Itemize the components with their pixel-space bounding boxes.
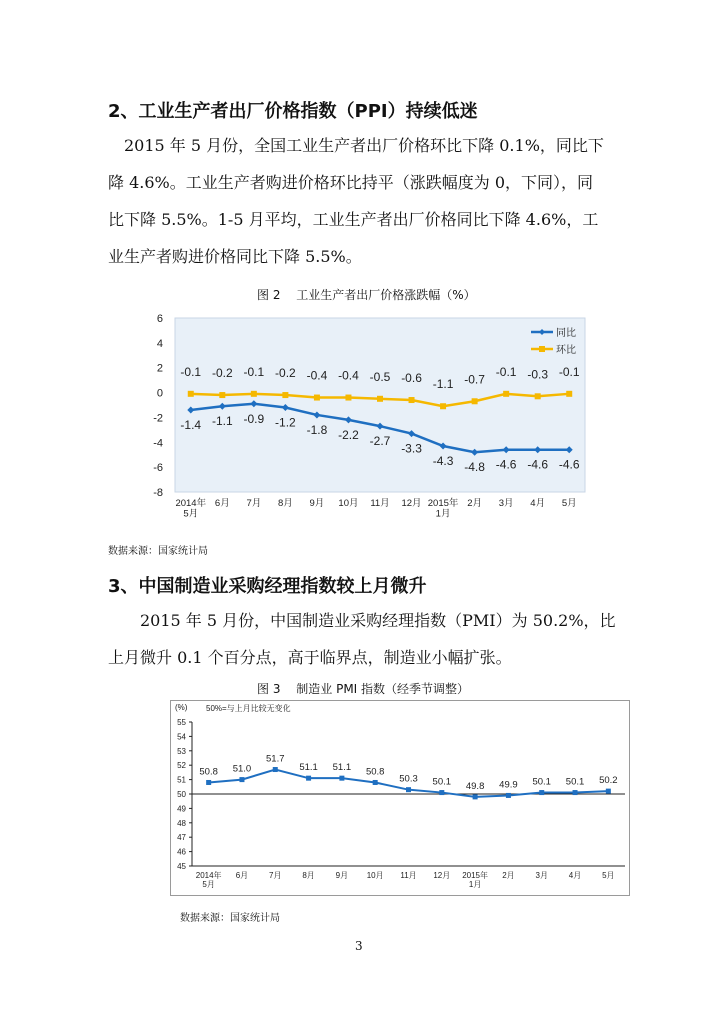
x-tick-label: 12月	[433, 871, 451, 880]
data-point-pmi	[439, 790, 444, 795]
data-label-mom: -0.6	[401, 371, 422, 386]
y-tick-label: -2	[153, 412, 163, 425]
x-tick-label: 8月	[277, 498, 293, 509]
legend-marker-mom	[539, 346, 545, 352]
data-label-mom: -0.2	[211, 366, 233, 381]
y-tick-label: 52	[177, 761, 186, 771]
data-point-mom	[535, 393, 541, 399]
data-point-mom	[409, 397, 415, 403]
y-tick-label: 50	[177, 790, 186, 799]
data-label-yoy: -2.2	[338, 427, 359, 442]
data-point-pmi	[573, 790, 578, 795]
data-label-pmi: 50.2	[599, 775, 618, 787]
data-label-yoy: -2.7	[369, 434, 391, 449]
data-point-mom	[503, 391, 509, 397]
data-label-mom: -0.2	[275, 366, 296, 381]
data-label-pmi: 50.1	[432, 776, 452, 788]
data-label-yoy: -1.4	[180, 417, 202, 432]
data-label-mom: -0.5	[369, 369, 391, 384]
data-label-yoy: -1.2	[275, 415, 296, 430]
y-axis-unit: (%)	[175, 703, 188, 712]
x-tick-label: 2015年 1月	[427, 498, 459, 520]
data-label-mom: -0.1	[243, 364, 265, 379]
data-label-pmi: 50.1	[565, 776, 585, 788]
data-label-yoy: -4.6	[495, 457, 517, 472]
x-tick-label: 2014年 5月	[175, 498, 207, 520]
data-label-pmi: 49.9	[499, 779, 518, 791]
figure-2-caption: 图 2 工业生产者出厂价格涨跌幅（%）	[257, 288, 476, 302]
x-tick-label: 9月	[335, 871, 349, 880]
x-tick-label: 5月	[561, 498, 577, 509]
data-point-mom	[472, 398, 478, 404]
data-point-pmi	[406, 787, 411, 792]
data-label-yoy: -4.6	[558, 457, 580, 472]
x-tick-label: 2月	[467, 498, 483, 509]
paragraph-line: 上月微升 0.1 个百分点，高于临界点，制造业小幅扩张。	[108, 648, 512, 667]
x-tick-label: 4月	[530, 498, 546, 509]
section-2-heading: 2、工业生产者出厂价格指数（PPI）持续低迷	[108, 101, 478, 122]
data-point-mom	[282, 392, 288, 398]
y-tick-label: 53	[177, 746, 186, 756]
x-tick-label: 2015年 1月	[462, 871, 489, 889]
y-tick-label: 48	[177, 818, 186, 828]
figure-2-source: 数据来源：国家统计局	[108, 546, 208, 557]
x-tick-label: 11月	[370, 498, 390, 509]
pmi-chart	[170, 700, 630, 896]
data-point-pmi	[506, 793, 511, 798]
data-label-pmi: 50.3	[399, 773, 418, 785]
paragraph-line: 降 4.6%。工业生产者购进价格环比持平（涨跌幅度为 0，下同），同	[108, 173, 594, 192]
data-label-mom: -0.7	[464, 372, 485, 387]
x-tick-label: 3月	[535, 871, 548, 880]
data-point-mom	[377, 396, 383, 402]
data-label-yoy: -0.9	[243, 411, 265, 426]
data-label-pmi: 50.8	[365, 766, 385, 778]
paragraph-line: 比下降 5.5%。1-5 月平均，工业生产者出厂价格同比下降 4.6%，工	[108, 210, 599, 229]
x-tick-label: 12月	[401, 498, 422, 509]
data-label-pmi: 51.0	[232, 763, 252, 775]
data-label-pmi: 51.1	[332, 762, 352, 774]
data-point-mom	[566, 391, 572, 397]
y-tick-label: 6	[156, 313, 163, 325]
data-label-yoy: -4.8	[464, 460, 485, 475]
data-label-pmi: 50.1	[532, 776, 551, 788]
data-label-pmi: 51.1	[299, 762, 318, 774]
x-tick-label: 4月	[568, 871, 582, 880]
data-point-pmi	[473, 794, 478, 799]
y-tick-label: 2	[156, 362, 163, 375]
y-tick-label: 46	[177, 847, 186, 857]
data-point-mom	[314, 395, 320, 401]
x-tick-label: 5月	[602, 871, 615, 880]
x-tick-label: 2月	[502, 871, 515, 880]
y-tick-label: -6	[153, 462, 163, 475]
x-tick-label: 10月	[338, 498, 359, 509]
x-tick-label: 10月	[366, 871, 384, 880]
data-point-pmi	[606, 789, 611, 794]
x-tick-label: 6月	[235, 871, 249, 880]
data-point-mom	[345, 395, 351, 401]
x-tick-label: 9月	[309, 498, 325, 509]
data-label-mom: -0.3	[527, 367, 549, 382]
data-label-pmi: 49.8	[465, 780, 485, 792]
section-2-paragraph	[108, 127, 618, 275]
data-label-yoy: -1.1	[211, 414, 233, 429]
data-label-mom: -0.1	[180, 364, 202, 379]
data-point-mom	[219, 392, 225, 398]
data-label-yoy: -1.8	[306, 422, 328, 437]
data-point-pmi	[273, 767, 278, 772]
data-label-yoy: -3.3	[401, 441, 422, 456]
data-point-pmi	[339, 776, 344, 781]
figure-3-source: 数据来源：国家统计局	[180, 913, 280, 924]
y-tick-label: 54	[177, 732, 186, 742]
paragraph-line: 2015 年 5 月份，全国工业生产者出厂价格环比下降 0.1%，同比下	[124, 136, 604, 155]
data-label-yoy: -4.6	[527, 457, 549, 472]
x-tick-label: 7月	[246, 498, 262, 509]
data-label-pmi: 50.8	[199, 766, 218, 778]
data-point-mom	[440, 403, 446, 409]
y-tick-label: 55	[177, 718, 186, 727]
y-tick-label: 47	[177, 833, 186, 843]
y-tick-label: 49	[177, 804, 186, 814]
data-point-mom	[251, 391, 257, 397]
figure-3-caption: 图 3 制造业 PMI 指数（经季节调整）	[257, 682, 470, 696]
y-tick-label: 4	[156, 337, 163, 350]
data-point-mom	[188, 391, 194, 397]
data-point-pmi	[373, 780, 378, 785]
y-tick-label: 45	[177, 862, 186, 871]
data-point-pmi	[539, 790, 544, 795]
paragraph-line: 2015 年 5 月份，中国制造业采购经理指数（PMI）为 50.2%，比	[140, 611, 616, 630]
data-label-mom: -0.4	[338, 368, 359, 383]
y-tick-label: 0	[156, 387, 163, 400]
data-label-mom: -1.1	[432, 377, 454, 392]
x-tick-label: 8月	[302, 871, 315, 880]
y-tick-label: -4	[153, 437, 163, 450]
data-point-pmi	[306, 776, 311, 781]
data-point-pmi	[206, 780, 211, 785]
legend-label-yoy: 同比	[556, 328, 576, 339]
page-number: 3	[355, 939, 363, 953]
x-tick-label: 2014年 5月	[195, 871, 222, 889]
x-tick-label: 6月	[214, 498, 230, 509]
x-tick-label: 3月	[498, 498, 514, 509]
y-tick-label: 51	[177, 775, 186, 785]
paragraph-line: 业生产者购进价格同比下降 5.5%。	[108, 247, 362, 266]
legend-label-mom: 环比	[556, 345, 576, 356]
section-3-paragraph	[108, 602, 618, 676]
x-tick-label: 11月	[400, 871, 417, 880]
data-label-yoy: -4.3	[432, 454, 454, 469]
ppi-chart	[143, 306, 603, 538]
data-label-mom: -0.1	[495, 364, 517, 379]
y-tick-label: -8	[153, 487, 163, 499]
chart-annotation: 50%=与上月比较无变化	[206, 704, 291, 713]
section-3-heading: 3、中国制造业采购经理指数较上月微升	[108, 576, 427, 597]
data-point-pmi	[239, 777, 244, 782]
data-label-mom: -0.1	[558, 364, 580, 379]
data-label-mom: -0.4	[306, 368, 328, 383]
data-label-pmi: 51.7	[266, 753, 285, 765]
x-tick-label: 7月	[269, 871, 282, 880]
